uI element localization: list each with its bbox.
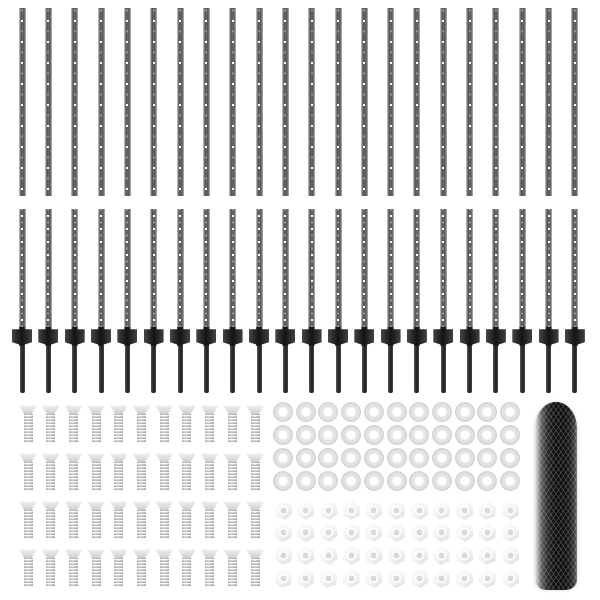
mesh-roll bbox=[535, 402, 577, 590]
